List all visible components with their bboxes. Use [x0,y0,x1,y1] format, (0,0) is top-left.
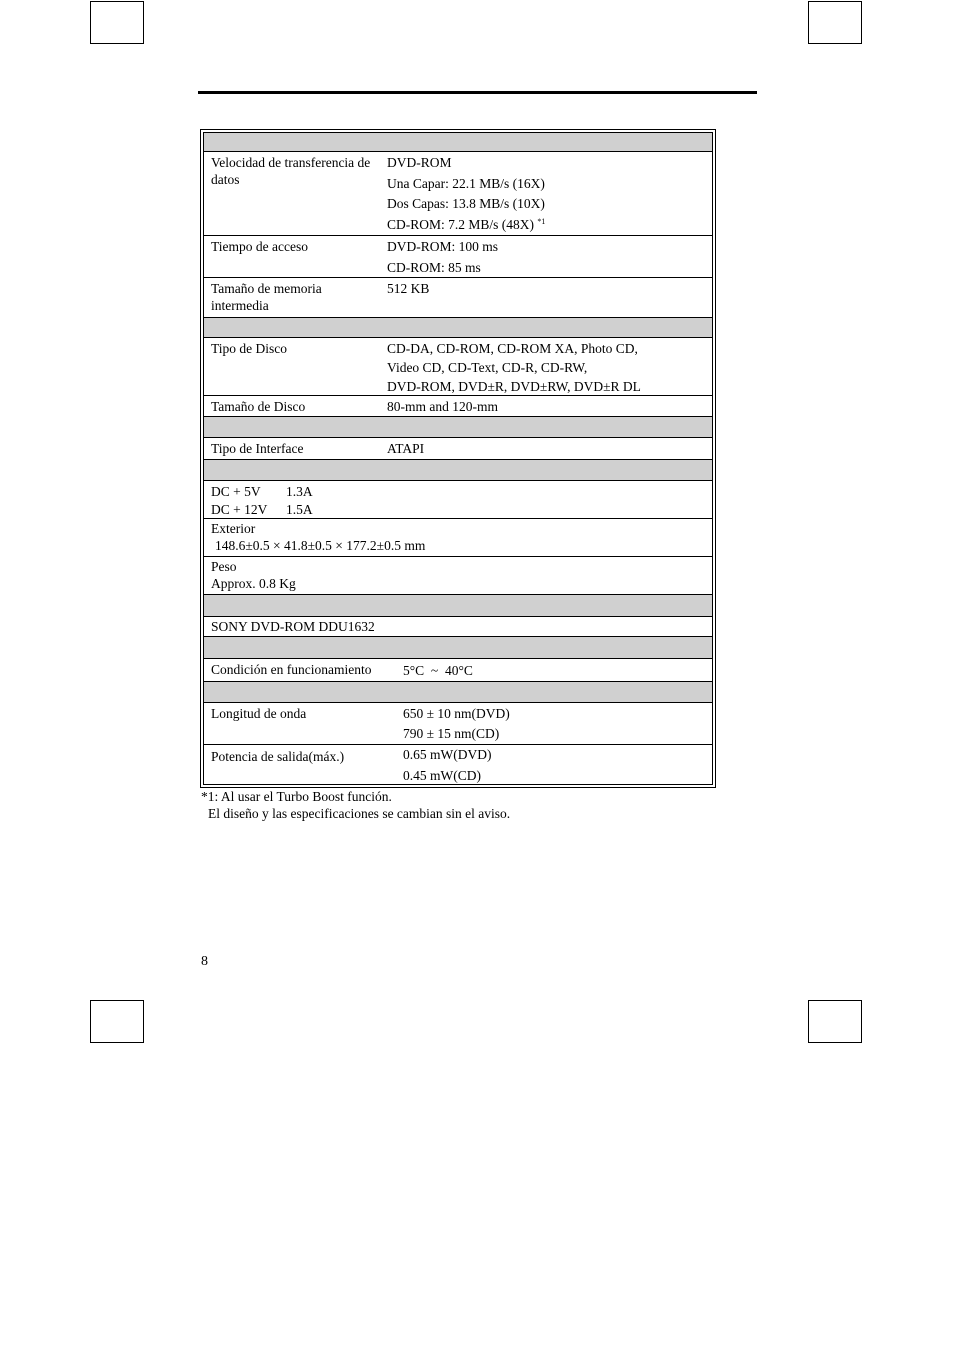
transfer-rate-label: Velocidad de transferencia de datos [211,155,371,187]
access-time-label: Tiempo de acceso [211,239,308,254]
section-band-environment [204,636,712,658]
exterior-value: 148.6±0.5 × 41.8±0.5 × 177.2±0.5 mm [215,538,426,553]
buffer-value: 512 KB [387,281,430,296]
row-exterior [204,518,712,556]
power-5v-value: 1.3A [286,484,313,499]
disc-size-value: 80-mm and 120-mm [387,399,498,414]
transfer-rate-dvd: DVD-ROM [387,155,452,170]
crop-mark-top-left [90,1,144,44]
wavelength-label: Longitud de onda [211,706,307,721]
row-wavelength [204,702,712,744]
footnote: *1: Al usar el Turbo Boost función. [201,789,392,804]
disclaimer: El diseño y las especificaciones se cambian sin el aviso. [208,806,511,821]
model-value: SONY DVD-ROM DDU1632 [211,619,375,634]
row-access-time [204,235,712,277]
access-time-cd: CD-ROM: 85 ms [387,260,481,275]
temperature-label: Condición en funcionamiento [211,662,372,677]
disc-type-line-3: DVD-ROM, DVD±R, DVD±RW, DVD±R DL [387,379,641,394]
section-band-model [204,594,712,616]
wavelength-cd: 790 ± 15 nm(CD) [403,726,500,741]
interface-label: Tipo de Interface [211,441,304,456]
row-model [204,616,712,636]
crop-mark-top-right [808,1,862,44]
disc-size-label: Tamaño de Disco [211,399,306,414]
power-12v-value: 1.5A [286,502,313,517]
footnote-marker: *1 [537,217,546,226]
disc-type-line-2: Video CD, CD-Text, CD-R, CD-RW, [387,360,588,375]
row-temperature [204,658,712,681]
disc-type-label: Tipo de Disco [211,341,288,356]
output-power-cd: 0.45 mW(CD) [403,768,481,783]
power-5v-label: DC + 5V [211,484,261,499]
buffer-label: Tamaño de memoria intermedia [211,281,322,313]
weight-value: Approx. 0.8 Kg [211,576,296,591]
row-power [204,480,712,518]
section-band-performance [204,133,712,151]
disc-type-line-1: CD-DA, CD-ROM, CD-ROM XA, Photo CD, [387,341,638,356]
header-rule [198,91,757,94]
row-disc-size [204,395,712,416]
row-transfer-rate [204,151,712,235]
row-weight [204,556,712,594]
transfer-rate-single-layer: Una Capar: 22.1 MB/s (16X) [387,176,545,191]
output-power-label: Potencia de salida(máx.) [211,749,345,764]
crop-mark-bottom-right [808,1000,862,1043]
row-buffer [204,277,712,317]
page-number: 8 [201,954,208,969]
section-band-laser [204,681,712,702]
weight-label: Peso [211,559,237,574]
row-output-power [204,744,712,786]
wavelength-dvd: 650 ± 10 nm(DVD) [403,706,510,721]
access-time-dvd: DVD-ROM: 100 ms [387,239,499,254]
transfer-rate-cd: CD-ROM: 7.2 MB/s (48X) $^{*1}$ [387,217,546,232]
section-band-power [204,459,712,480]
section-band-discs [204,317,712,337]
temperature-value: 5°C ~ 40°C [403,663,473,678]
section-band-interface [204,416,712,437]
crop-mark-bottom-left [90,1000,144,1043]
row-interface [204,437,712,459]
exterior-label: Exterior [211,521,256,536]
interface-value: ATAPI [387,441,425,456]
output-power-dvd: 0.65 mW(DVD) [403,747,492,762]
row-disc-type [204,337,712,395]
spec-table [200,129,716,788]
transfer-rate-dual-layer: Dos Capas: 13.8 MB/s (10X) [387,196,545,211]
power-12v-label: DC + 12V [211,502,268,517]
